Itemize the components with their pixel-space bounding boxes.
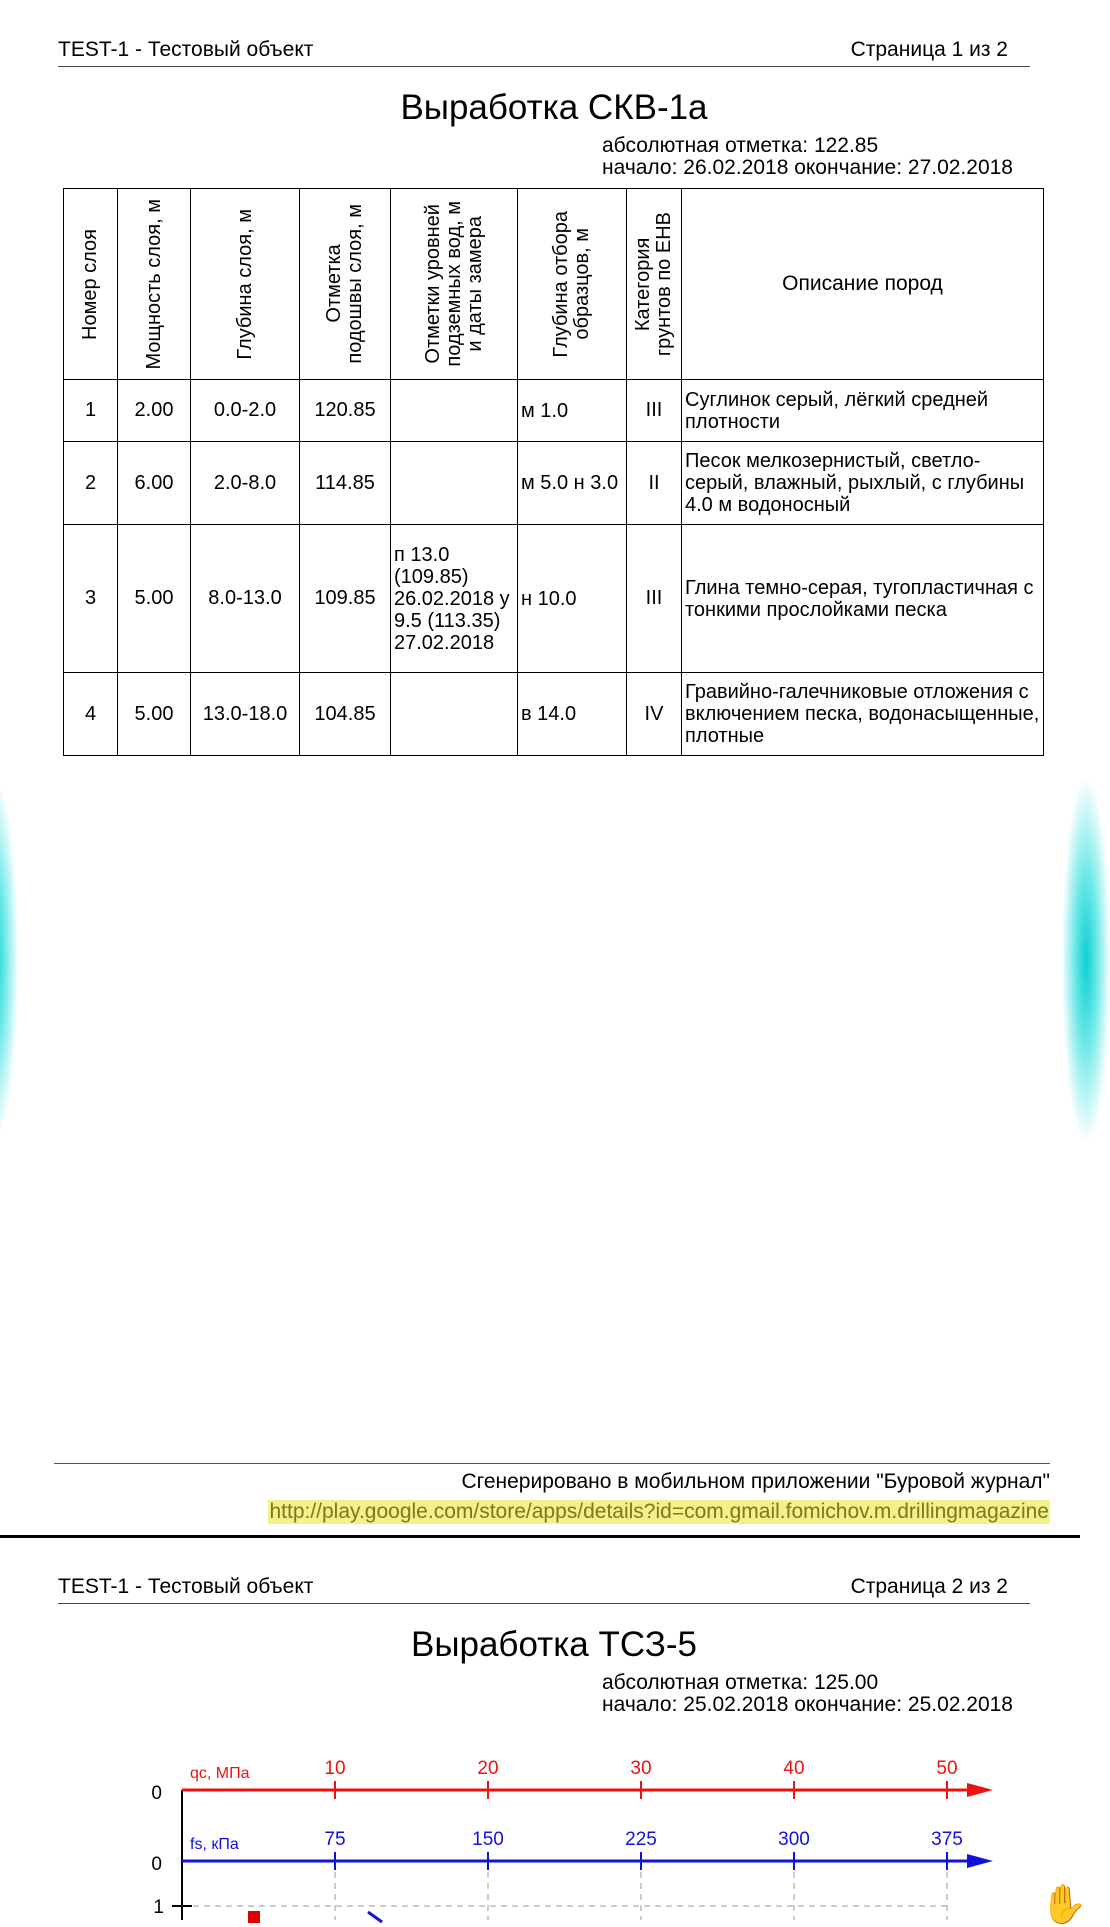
column-header-text: Номер слоя	[79, 228, 101, 340]
cell-category: III	[627, 380, 682, 442]
cell-thickness: 5.00	[118, 673, 191, 756]
column-header-text: Глубина отбора образцов, м	[550, 210, 593, 358]
cell-description: Песок мелкозернистый, светло-серый, влажный, рыхлый, с глубины 4.0 м водоносный	[682, 442, 1044, 525]
cell-groundwater: п 13.0 (109.85) 26.02.2018 у 9.5 (113.35) 27.02.2018	[391, 525, 518, 673]
page-title: Выработка ТСЗ-5	[411, 1625, 697, 1664]
cell-description: Суглинок серый, лёгкий средней плотности	[682, 380, 1044, 442]
cell-description: Гравийно-галечниковые отложения с включением песка, водонасыщенные, плотные	[682, 673, 1044, 756]
dates: начало: 26.02.2018 окончание: 27.02.2018	[602, 156, 1013, 179]
cell-bottom-mark: 109.85	[300, 525, 391, 673]
axis-tick-label: 50	[936, 1758, 958, 1779]
cell-bottom-mark: 104.85	[300, 673, 391, 756]
cell-thickness: 6.00	[118, 442, 191, 525]
cell-bottom-mark: 120.85	[300, 380, 391, 442]
cell-layer-number: 3	[64, 525, 118, 673]
axis-tick-label: 375	[931, 1829, 963, 1850]
cell-layer-number: 1	[64, 380, 118, 442]
abs-mark: абсолютная отметка: 125.00	[602, 1671, 879, 1694]
axis-name: fs, кПа	[190, 1836, 239, 1853]
depth-tick-label: 1	[153, 1897, 164, 1918]
column-header-text: Отметки уровней подземных вод, м и даты замера	[421, 201, 486, 367]
cell-depth: 0.0-2.0	[191, 380, 300, 442]
axis-origin-label: 0	[151, 1854, 162, 1875]
dates: начало: 25.02.2018 окончание: 25.02.2018	[602, 1693, 1013, 1716]
cell-depth: 13.0-18.0	[191, 673, 300, 756]
axis-name: qc, МПа	[190, 1765, 250, 1782]
axis-tick-label: 30	[630, 1758, 652, 1779]
axis-tick-label: 20	[477, 1758, 499, 1779]
cell-samples: н 10.0	[518, 525, 627, 673]
hand-grab-icon[interactable]: ✋	[1040, 1884, 1088, 1926]
cell-category: II	[627, 442, 682, 525]
cell-thickness: 2.00	[118, 380, 191, 442]
legend-marker-qc	[248, 1911, 260, 1923]
abs-mark: абсолютная отметка: 122.85	[602, 134, 879, 157]
axis-tick-label: 75	[324, 1829, 346, 1850]
axis-tick-label: 40	[783, 1758, 805, 1779]
column-header-text: Категория грунтов по ЕНВ	[632, 211, 675, 357]
cell-depth: 8.0-13.0	[191, 525, 300, 673]
cell-category: IV	[627, 673, 682, 756]
cell-samples: м 5.0 н 3.0	[518, 442, 627, 525]
cell-depth: 2.0-8.0	[191, 442, 300, 525]
generated-note: Сгенерировано в мобильном приложении "Буровой журнал"	[461, 1470, 1050, 1493]
cell-layer-number: 4	[64, 673, 118, 756]
axis-origin-label: 0	[151, 1783, 162, 1804]
axis-arrow	[967, 1783, 993, 1797]
cell-category: III	[627, 525, 682, 673]
page-title: Выработка СКВ-1а	[400, 88, 708, 127]
cell-bottom-mark: 114.85	[300, 442, 391, 525]
column-header-text: Описание пород	[682, 189, 1044, 380]
object-name: TEST-1 - Тестовый объект	[58, 1575, 314, 1598]
cell-samples: в 14.0	[518, 673, 627, 756]
column-header-text: Мощность слоя, м	[142, 198, 165, 370]
cell-layer-number: 2	[64, 442, 118, 525]
axis-tick-label: 150	[472, 1829, 504, 1850]
page-number: Страница 2 из 2	[850, 1575, 1008, 1598]
object-name: TEST-1 - Тестовый объект	[58, 38, 314, 61]
app-store-link[interactable]: http://play.google.com/store/apps/details?id=com.gmail.fomichov.m.drillingmagazine	[269, 1500, 1049, 1523]
axis-tick-label: 10	[324, 1758, 346, 1779]
page-number: Страница 1 из 2	[850, 38, 1008, 61]
axis-tick-label: 225	[625, 1829, 657, 1850]
column-header-text: Глубина слоя, м	[233, 208, 256, 360]
axis-tick-label: 300	[778, 1829, 810, 1850]
column-header-text: Отметка подошвы слоя, м	[323, 204, 366, 364]
cell-thickness: 5.00	[118, 525, 191, 673]
legend-marker-fs	[368, 1912, 382, 1922]
cell-samples: м 1.0	[518, 380, 627, 442]
cell-description: Глина темно-серая, тугопластичная с тонкими прослойками песка	[682, 525, 1044, 673]
axis-arrow	[967, 1854, 993, 1868]
